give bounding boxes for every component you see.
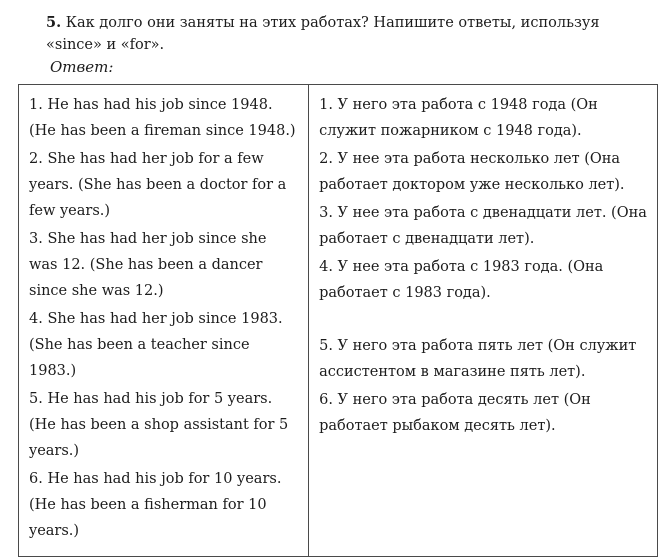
question-text: Как долго они заняты на этих работах? Напишите ответы, используя «since» и «for». xyxy=(46,15,600,53)
answer-item: 3. She has had her job since she was 12. (She has been a dancer since she was 12.) xyxy=(29,231,267,299)
russian-column xyxy=(308,85,657,556)
answer-item: 1. He has had his job since 1948. (He has been a fireman since 1948.) xyxy=(29,97,296,139)
answer-item: 3. У нее эта работа с двенадцати лет. (Она работает с двенадцати лет). xyxy=(319,205,647,247)
answer-item: 6. He has had his job for 10 years. (He has been a fisherman for 10 years.) xyxy=(29,471,282,539)
answer-item: 4. She has had her job since 1983. (She has been a teacher since 1983.) xyxy=(29,311,283,379)
question-number: 5. xyxy=(46,14,62,31)
question-line xyxy=(46,12,657,56)
english-column xyxy=(19,85,308,556)
answer-item: 2. She has had her job for a few years. (She has been a doctor for a few years.) xyxy=(29,151,287,219)
answer-item: 5. У него эта работа пять лет (Он служит ассистентом в магазине пять лет). xyxy=(319,338,637,380)
answers-table xyxy=(18,84,658,557)
answer-item: 4. У нее эта работа с 1983 года. (Она работает с 1983 года). xyxy=(319,259,604,301)
answer-item: 5. He has had his job for 5 years. (He has been a shop assistant for 5 years.) xyxy=(29,391,289,459)
answer-item: 1. У него эта работа с 1948 года (Он служит пожарником с 1948 года). xyxy=(319,97,598,139)
answer-item: 6. У него эта работа десять лет (Он работает рыбаком десять лет). xyxy=(319,392,591,434)
answer-item: 2. У нее эта работа несколько лет (Она работает доктором уже несколько лет). xyxy=(319,151,625,193)
answer-label: Ответ: xyxy=(50,58,114,76)
